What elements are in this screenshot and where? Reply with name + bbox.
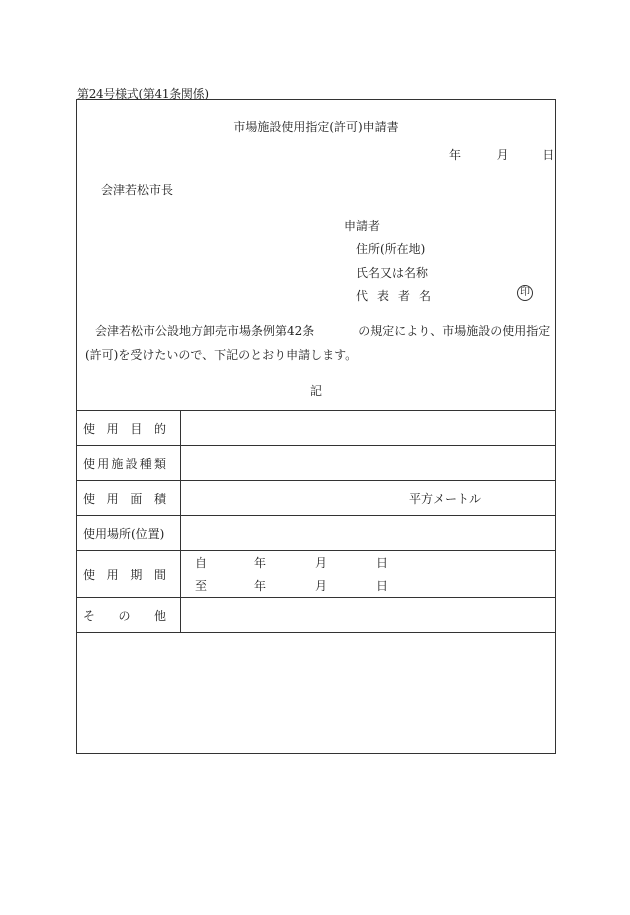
applicant-name-label: 氏名又は名称 (356, 266, 429, 280)
period-from-row (181, 551, 555, 574)
location-field[interactable] (181, 516, 556, 551)
period-from: 自 (195, 556, 208, 570)
date-day: 日 (542, 148, 555, 162)
row-purpose (77, 411, 555, 446)
body-line-1a: 会津若松市公設地方卸売市場条例第42条 (95, 324, 315, 338)
period-from-month: 月 (315, 556, 328, 570)
purpose-label: 使 用 目 的 (83, 421, 166, 436)
other-label: そ の 他 (83, 608, 166, 623)
representative-label: 代 表 者 名 (356, 289, 432, 303)
area-label: 使 用 面 積 (83, 491, 166, 506)
period-to-month: 月 (315, 579, 328, 593)
row-area (77, 481, 555, 516)
period-to-row (181, 574, 555, 597)
row-period (77, 551, 555, 598)
period-label: 使 用 期 間 (83, 567, 166, 582)
period-from-day: 日 (376, 556, 389, 570)
applicant-heading: 申請者 (344, 219, 381, 233)
facility-type-field[interactable] (181, 446, 556, 481)
ki-heading: 記 (309, 384, 322, 398)
seal-mark: 印 (517, 285, 533, 301)
facility-type-label: 使 用 施 設 種 類 (83, 456, 166, 471)
date-line (449, 146, 554, 163)
date-month: 月 (496, 148, 509, 162)
form-title: 市場施設使用指定(許可)申請書 (233, 120, 399, 134)
body-line-1 (95, 322, 550, 339)
purpose-field[interactable] (181, 411, 556, 446)
body-line-2: (許可)を受けたいので、下記のとおり申請します。 (85, 348, 358, 362)
addressee: 会津若松市長 (101, 183, 174, 197)
area-unit: 平方メートル (409, 491, 482, 506)
application-form (76, 99, 556, 754)
body-line-1b: の規定により、市場施設の使用指定 (358, 324, 551, 338)
row-other (77, 598, 555, 633)
location-label: 使用場所(位置) (83, 526, 165, 541)
period-to: 至 (195, 579, 208, 593)
form-number: 第24号様式(第41条関係) (77, 87, 209, 101)
applicant-address-label: 住所(所在地) (356, 242, 426, 256)
period-field[interactable] (181, 551, 556, 598)
period-from-year: 年 (254, 556, 267, 570)
period-to-year: 年 (254, 579, 267, 593)
period-to-day: 日 (376, 579, 389, 593)
row-location (77, 516, 555, 551)
date-year: 年 (449, 148, 462, 162)
details-table (77, 410, 555, 633)
area-field[interactable] (181, 481, 556, 516)
row-facility-type (77, 446, 555, 481)
other-field[interactable] (181, 598, 556, 633)
